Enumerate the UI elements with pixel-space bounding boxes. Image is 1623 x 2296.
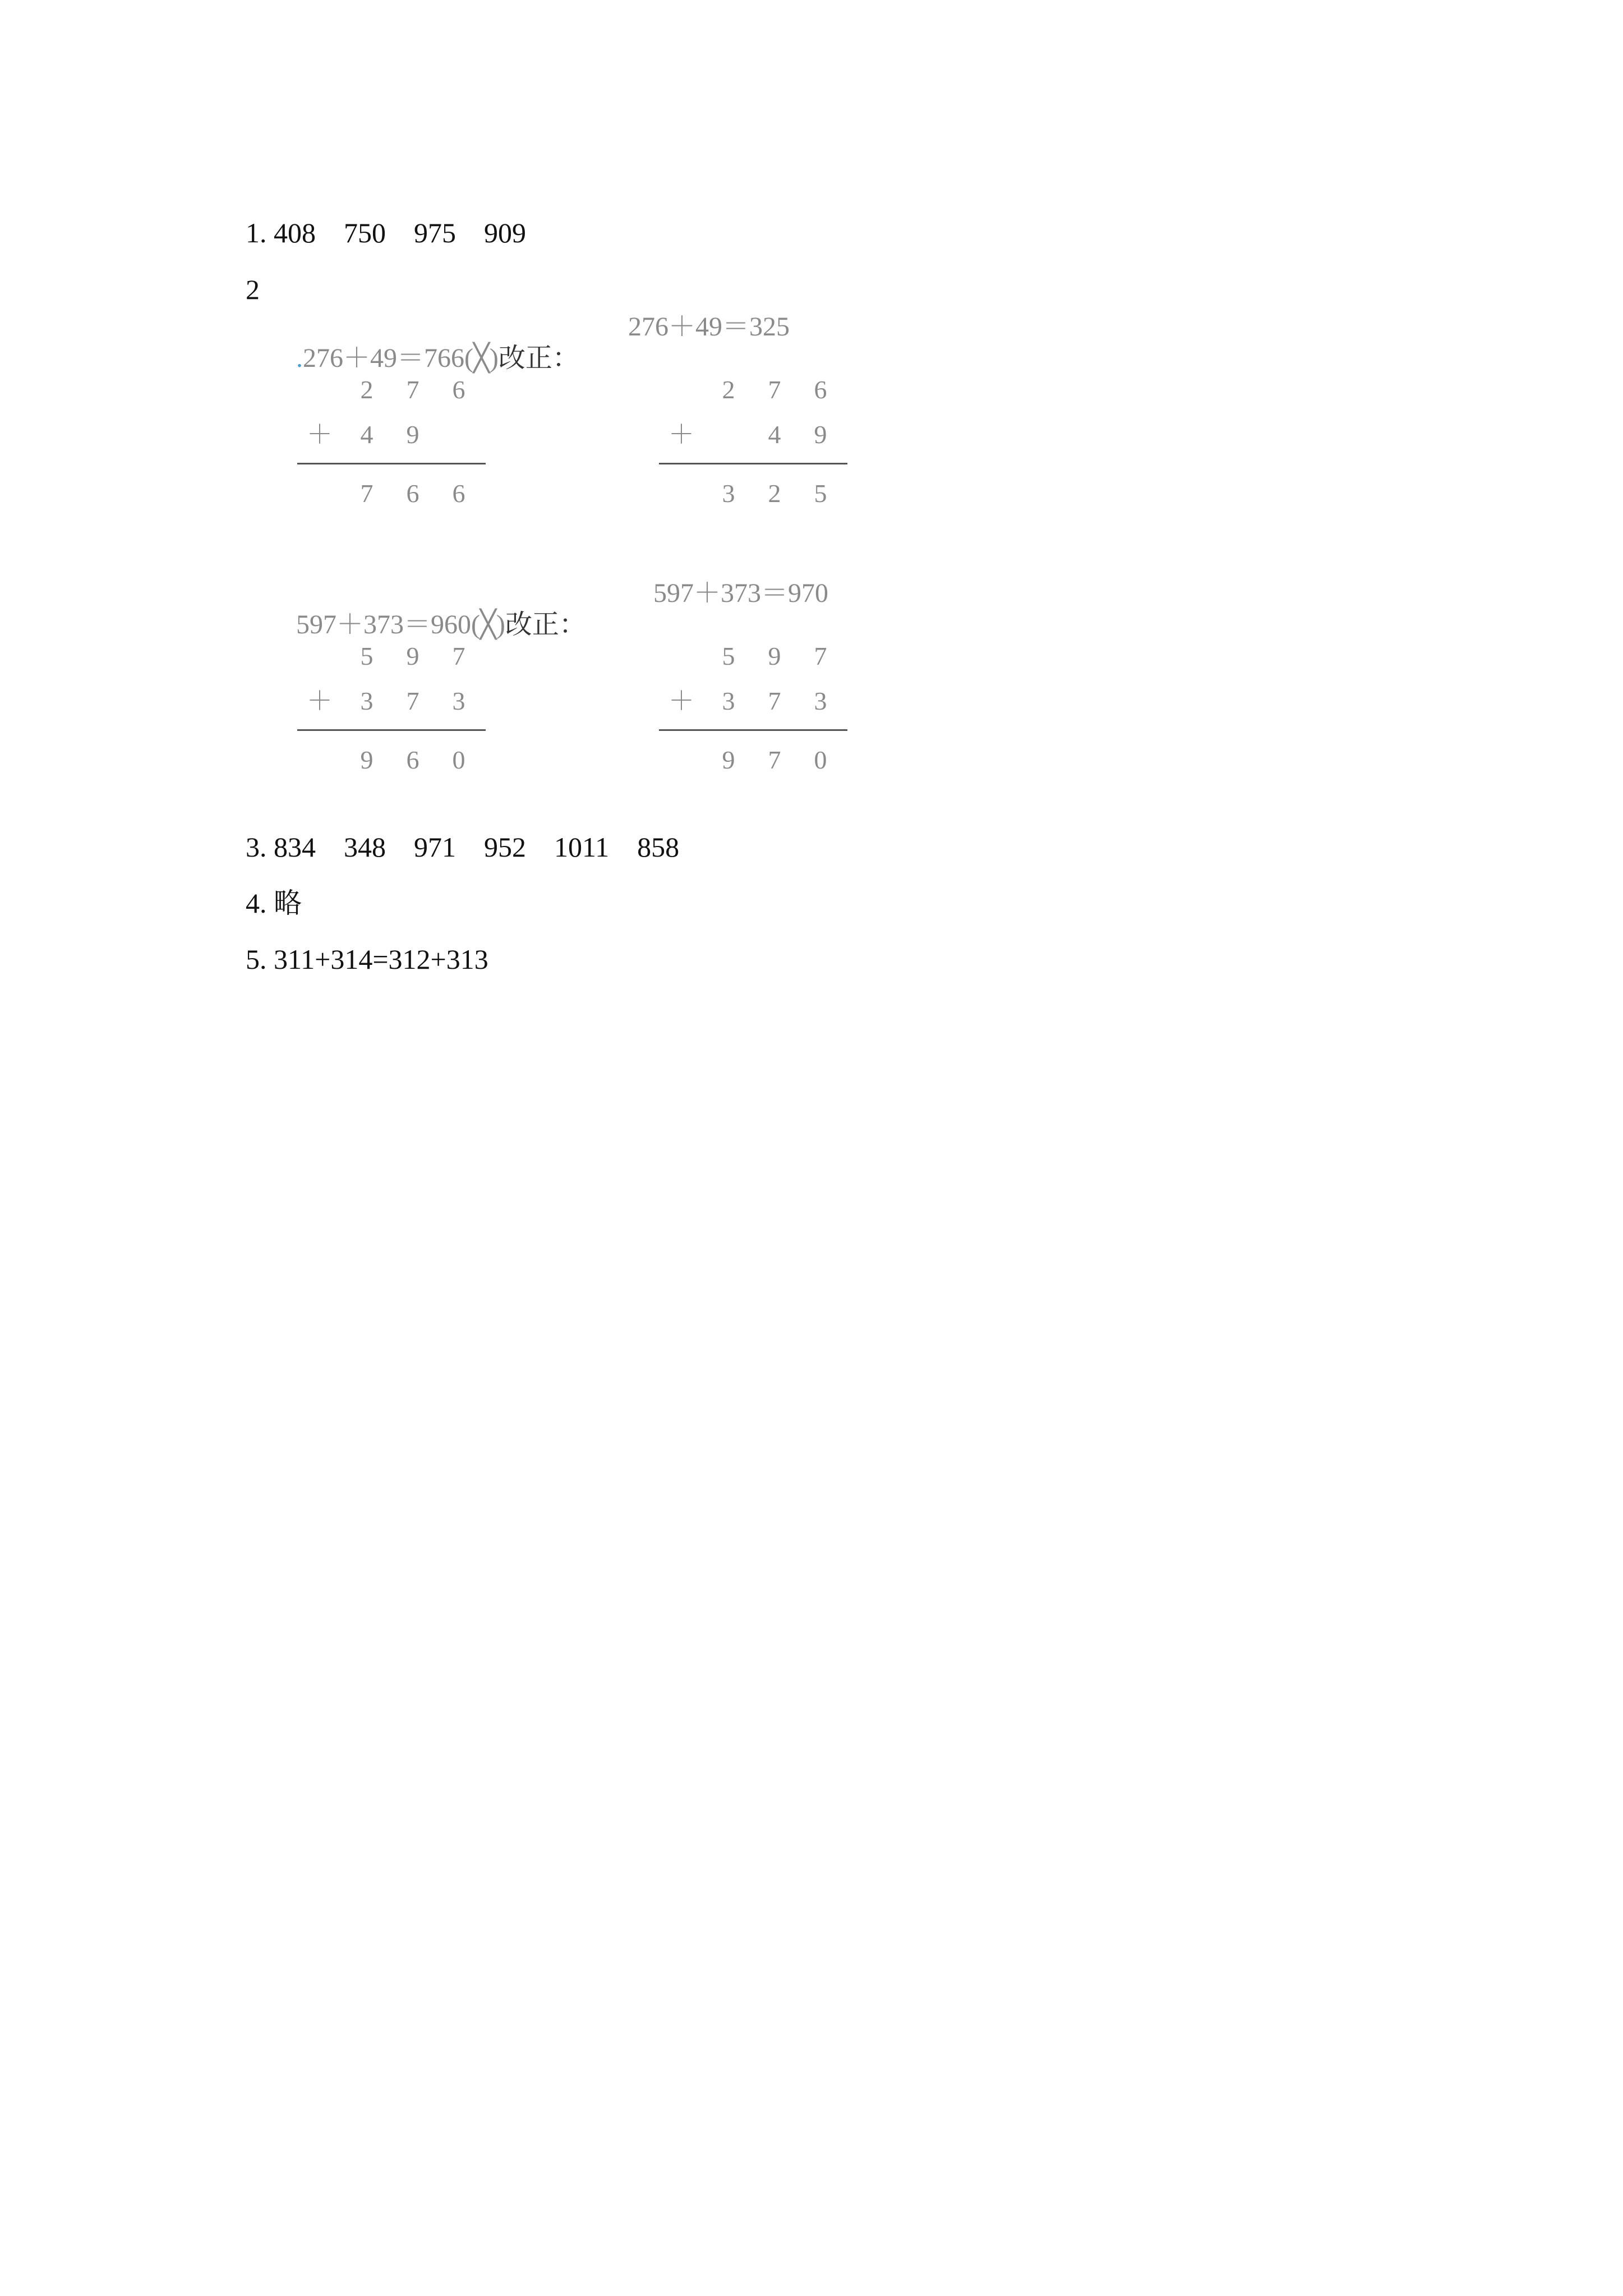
calc-cell: 2 [360, 375, 374, 404]
equation-1-correct: 276＋49＝325 [628, 312, 790, 342]
equation-1-wrong-expr: 276＋49＝766(╳) [303, 343, 499, 373]
calc-sum-line [297, 729, 486, 731]
calc-cell: ＋ [307, 687, 333, 715]
vertical-calc-1-wrong [297, 373, 488, 536]
calc-cell: 7 [768, 375, 781, 404]
calc-cell: 3 [814, 687, 827, 715]
answer-line-5: 5. 311+314=312+313 [246, 944, 488, 975]
calc-row-result [297, 477, 488, 510]
answer-line-4: 4. 略 [246, 887, 302, 919]
calc-cell: 7 [452, 642, 465, 670]
calc-cell: 7 [768, 687, 781, 715]
calc-cell: 3 [360, 687, 374, 715]
calc-sum-line [297, 463, 486, 464]
vertical-addition-figure [269, 311, 931, 805]
calc-row-addend-1 [297, 639, 488, 673]
calc-cell: 2 [722, 375, 735, 404]
calc-cell: 4 [768, 420, 781, 449]
calc-cell: 6 [406, 746, 419, 774]
calc-cell: ＋ [668, 687, 694, 715]
vertical-calc-1-correct [659, 373, 850, 536]
equation-2-correct: 597＋373＝970 [653, 578, 829, 608]
calc-cell: 3 [722, 687, 735, 715]
calc-row-addend-2 [659, 418, 850, 452]
calc-cell: 7 [406, 687, 419, 715]
calc-cell: 7 [360, 479, 374, 508]
calc-cell: 3 [452, 687, 465, 715]
calc-row-addend-1 [659, 639, 850, 673]
equation-2-correction-label: 改正： [505, 610, 586, 639]
calc-cell: 7 [768, 746, 781, 774]
calc-cell: ＋ [668, 420, 694, 449]
calc-cell: 9 [814, 420, 827, 449]
calc-cell: 5 [722, 642, 735, 670]
answer-line-3: 3. 834 348 971 952 1011 858 [246, 831, 680, 863]
calc-cell: 9 [722, 746, 735, 774]
calc-sum-line [659, 729, 847, 731]
answer-line-2: 2 [246, 274, 260, 305]
calc-cell: 5 [814, 479, 827, 508]
calc-row-addend-1 [659, 373, 850, 407]
equation-1-correction-label: 改正： [498, 343, 579, 373]
calc-row-addend-2 [659, 684, 850, 718]
calc-row-result [659, 477, 850, 510]
item-marker: . [296, 343, 303, 373]
calc-cell: 4 [360, 420, 374, 449]
calc-row-addend-2 [297, 418, 488, 452]
calc-cell: 0 [452, 746, 465, 774]
vertical-calc-2-wrong [297, 639, 488, 802]
answer-line-1: 1. 408 750 975 909 [246, 217, 526, 249]
calc-cell: 9 [360, 746, 374, 774]
calc-cell: 7 [814, 642, 827, 670]
calc-cell: 2 [768, 479, 781, 508]
calc-row-result [659, 743, 850, 777]
calc-cell: ＋ [307, 420, 333, 449]
calc-cell: 6 [452, 479, 465, 508]
calc-cell: 9 [406, 642, 419, 670]
calc-cell: 0 [814, 746, 827, 774]
calc-cell: 9 [768, 642, 781, 670]
vertical-calc-2-correct [659, 639, 850, 802]
calc-cell: 5 [360, 642, 374, 670]
calc-cell: 3 [722, 479, 735, 508]
calc-cell: 6 [814, 375, 827, 404]
calc-sum-line [659, 463, 847, 464]
calc-cell: 6 [406, 479, 419, 508]
calc-row-addend-1 [297, 373, 488, 407]
equation-2-wrong-expr: 597＋373＝960(╳) [296, 610, 505, 639]
calc-cell: 9 [406, 420, 419, 449]
calc-row-addend-2 [297, 684, 488, 718]
calc-cell: 6 [452, 375, 465, 404]
calc-row-result [297, 743, 488, 777]
calc-cell: 7 [406, 375, 419, 404]
